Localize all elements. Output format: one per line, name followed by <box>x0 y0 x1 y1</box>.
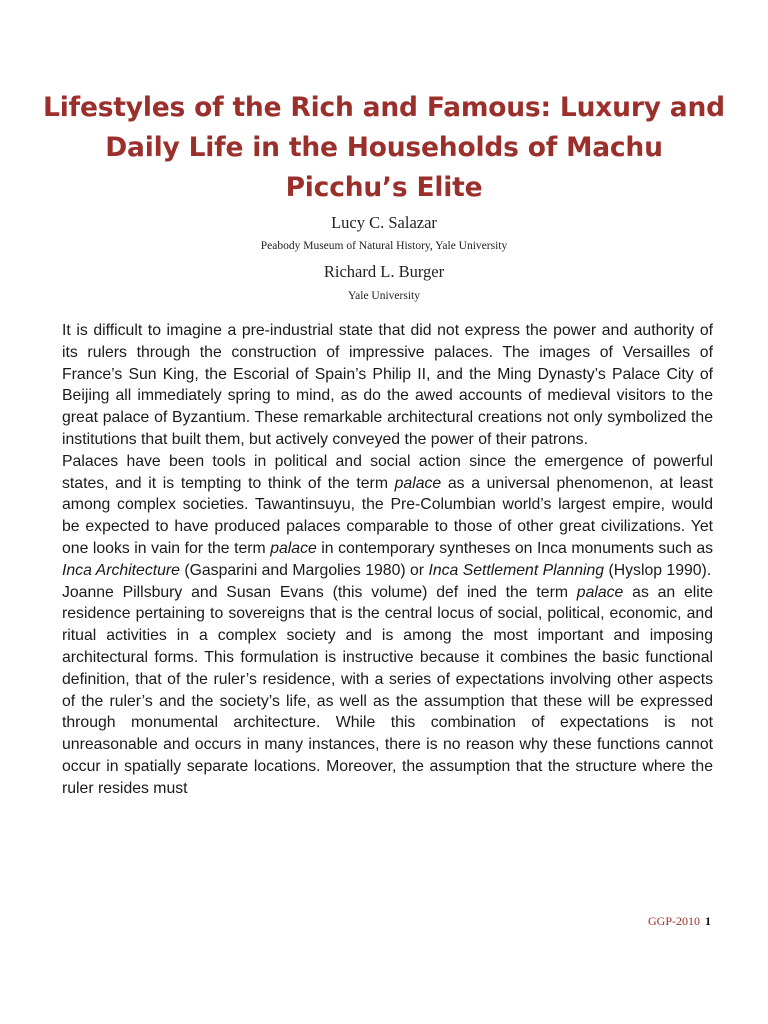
paragraph-2-text-4: (Gasparini and Margolies 1980) or <box>179 561 429 579</box>
italic-term-palace: palace <box>394 474 442 492</box>
paragraph-2-text-3: in contemporary syntheses on Inca monuments such as <box>316 539 714 557</box>
author-affiliation-2: Yale University <box>348 290 420 302</box>
paragraph-3 <box>62 582 713 800</box>
paragraph-2-text-5: (Hyslop 1990). <box>604 561 712 579</box>
paragraph-1-text: It is difficult to imagine a pre-industrial state that did not express the power and authority of its rulers through the construction of impressive palaces. The images of Versailles of France’s Sun King, the Escorial of Spain’s Philip II, and the Ming Dynasty’s Palace City of Beijing all immediately spring to mind, as do the awed accounts of medieval visitors to the great palace of Byzantium. These remarkable architectural creations not only symbolized the institutions that built them, but actively conveyed the power of their patrons. <box>62 322 713 448</box>
italic-book-title: Inca Settlement Planning <box>428 561 605 579</box>
italic-term-palace: palace <box>576 583 624 601</box>
paragraph-3-text-1: Joanne Pillsbury and Susan Evans (this volume) def ined the term <box>62 583 577 601</box>
page-footer <box>648 914 711 929</box>
body-text <box>62 320 713 800</box>
italic-book-title: Inca Architecture <box>62 561 180 579</box>
author-affiliation-1: Peabody Museum of Natural History, Yale University <box>260 240 508 252</box>
italic-term-palace: palace <box>270 539 317 557</box>
paragraph-1 <box>62 320 713 451</box>
page-number: 1 <box>705 914 711 928</box>
author-name-2: Richard L. Burger <box>323 262 445 281</box>
paragraph-3-text-2: as an elite residence pertaining to sovereigns that is the central locus of social, political, economic, and ritual activities in a complex society and is among the most important and imposing architectural forms. This formulation is instructive because it combines the basic functional definition, that of the ruler’s residence, with a series of expectations involving other aspects of the ruler’s and the society’s life, as well as the assumption that these will be expressed through monumental architecture. While this combination of expectations is not unreasonable and occurs in many instances, there is no reason why these functions cannot occur in spatially separate locations. Moreover, the assumption that the structure where the ruler resides must <box>62 583 713 797</box>
paper-title: Lifestyles of the Rich and Famous: Luxury and Daily Life in the Households of Machu Picchu’s Elite <box>43 92 725 203</box>
paragraph-2 <box>62 451 713 582</box>
paragraph-2-text-2: as a universal phenomenon, at least among complex societies. Tawantinsuyu, the Pre-Columbian world’s largest empire, would be expected to have produced palaces comparable to those of other great civilizations. Yet one looks in vain for the term <box>62 474 713 557</box>
footer-code: GGP-2010 <box>647 914 700 928</box>
paragraph-2-text-1: Palaces have been tools in political and social action since the emergence of powerful states, and it is tempting to think of the term <box>62 452 713 492</box>
author-name-1: Lucy C. Salazar <box>331 213 437 232</box>
